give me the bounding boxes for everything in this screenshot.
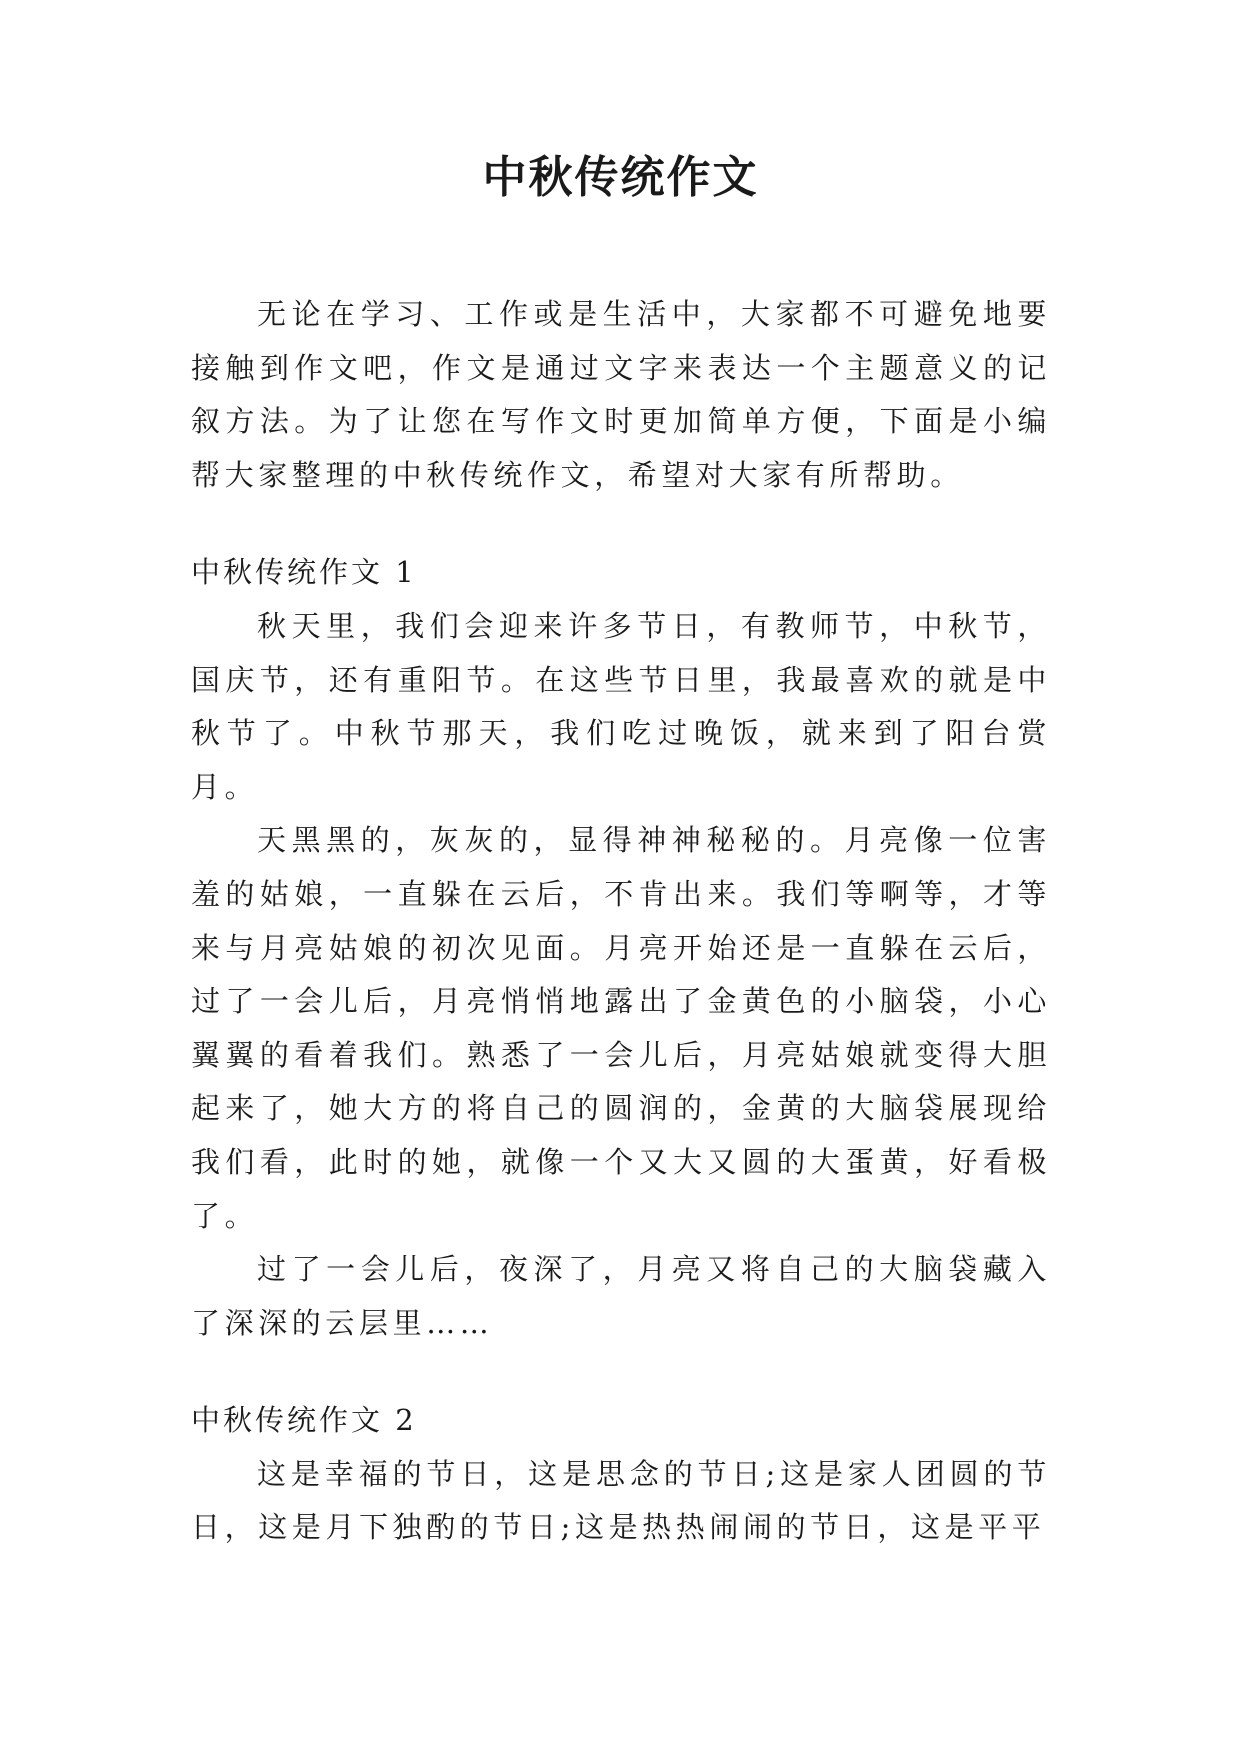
section-paragraph: 这是幸福的节日，这是思念的节日;这是家人团圆的节日，这是月下独酌的节日;这是热热闹闹的节日，这是平平 xyxy=(191,1456,1051,1545)
section-paragraph: 过了一会儿后，夜深了，月亮又将自己的大脑袋藏入了深深的云层里…… xyxy=(191,1252,1051,1340)
intro-paragraph: 无论在学习、工作或是生活中，大家都不可避免地要接触到作文吧，作文是通过文字来表达一个主题意义的记叙方法。为了让您在写作文时更加简单方便，下面是小编帮大家整理的中秋传统作文，希望对大家有所帮助。 xyxy=(191,297,1051,492)
section-paragraph: 秋天里，我们会迎来许多节日，有教师节，中秋节，国庆节，还有重阳节。在这些节日里，我最喜欢的就是中秋节了。中秋节那天，我们吃过晚饭，就来到了阳台赏月。 xyxy=(191,608,1051,804)
section-paragraph: 天黑黑的，灰灰的，显得神神秘秘的。月亮像一位害羞的姑娘，一直躲在云后，不肯出来。我们等啊等，才等来与月亮姑娘的初次见面。月亮开始还是一直躲在云后，过了一会儿后，月亮悄悄地露出了金黄色的小脑袋，小心翼翼的看着我们。熟悉了一会儿后，月亮姑娘就变得大胆起来了，她大方的将自己的圆润的，金黄的大脑袋展现给我们看，此时的她，就像一个又大又圆的大蛋黄，好看极了。 xyxy=(191,823,1051,1233)
document-title: 中秋传统作文 xyxy=(482,152,759,203)
section-heading: 中秋传统作文 1 xyxy=(191,555,417,590)
document-body xyxy=(191,288,1051,1555)
essay-section-1 xyxy=(191,546,1051,1350)
section-heading: 中秋传统作文 2 xyxy=(191,1403,417,1438)
essay-section-2 xyxy=(191,1394,1051,1555)
